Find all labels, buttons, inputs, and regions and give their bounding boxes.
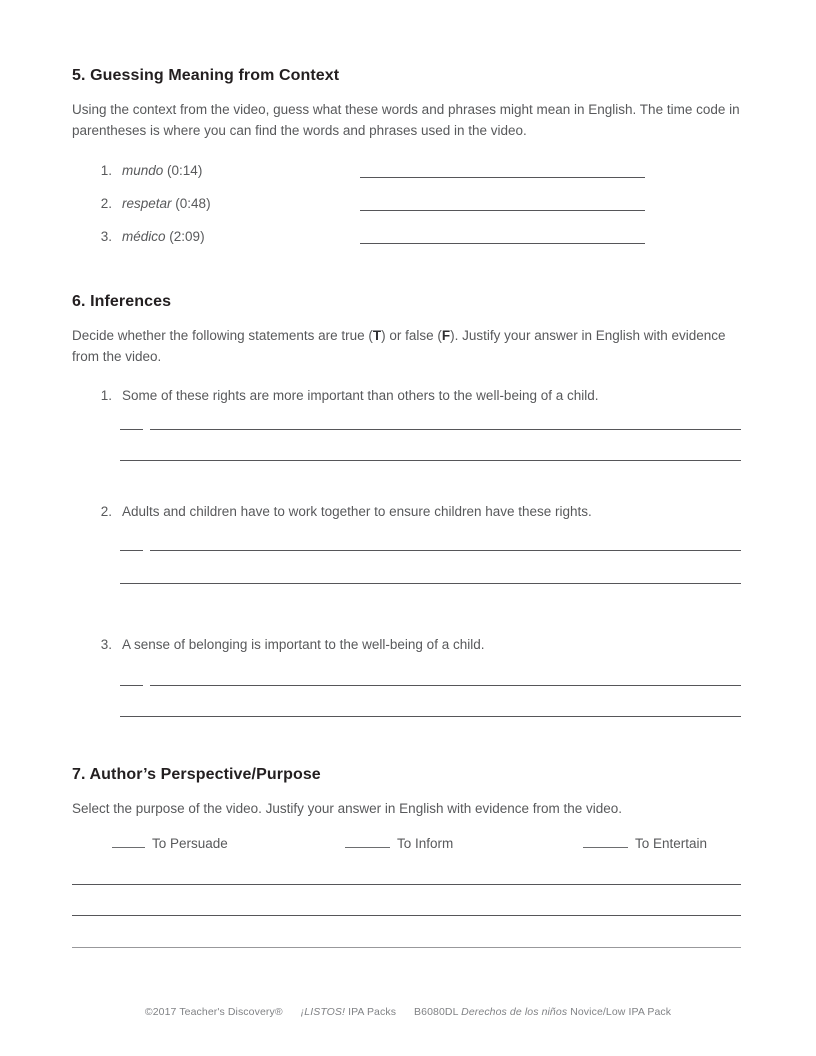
section-7-intro: Select the purpose of the video. Justify your answer in English with evidence from the video.	[72, 801, 623, 816]
word-text: médico	[122, 229, 166, 244]
time-code: (0:14)	[167, 163, 203, 178]
item-number: 2.	[100, 504, 112, 519]
option-blank	[583, 835, 628, 848]
true-letter: T	[372, 328, 382, 343]
vocab-word	[122, 196, 211, 212]
option-blank	[345, 835, 390, 848]
justification-line	[120, 447, 741, 461]
brand-name: ¡LISTOS!	[300, 1006, 346, 1018]
vocab-item	[72, 163, 741, 196]
tf-blank	[120, 672, 143, 686]
brand-suffix: IPA Packs	[345, 1006, 397, 1018]
option-label: To Persuade	[152, 836, 228, 851]
vocab-list	[72, 163, 741, 262]
justification-line	[72, 902, 741, 916]
item-number: 1.	[100, 388, 112, 403]
inference-item	[72, 385, 741, 406]
word-text: respetar	[122, 196, 172, 211]
product-code: B6080DL	[414, 1006, 462, 1018]
answer-line	[360, 229, 645, 244]
answer-row	[120, 416, 741, 430]
item-number: 3.	[100, 229, 112, 244]
vocab-word	[122, 163, 202, 179]
level-text: Novice/Low IPA Pack	[567, 1006, 672, 1018]
justification-line	[72, 871, 741, 885]
section-5-intro: Using the context from the video, guess what these words and phrases might mean in English. The time code in parentheses is where you can find the words and phrases used in the video.	[72, 102, 740, 138]
false-letter: F	[441, 328, 451, 343]
item-number: 2.	[100, 196, 112, 211]
intro-text: Decide whether the following statements are true (	[72, 328, 373, 343]
justification-line	[150, 672, 741, 686]
statement-text: Adults and children have to work together to ensure children have these rights.	[122, 504, 592, 519]
option-persuade	[112, 835, 228, 853]
justification-line	[72, 934, 741, 948]
statement-text: A sense of belonging is important to the well-being of a child.	[122, 637, 485, 652]
justification-line	[150, 416, 741, 430]
page-footer	[0, 1006, 816, 1018]
option-label: To Inform	[397, 836, 454, 851]
answer-line	[360, 163, 645, 178]
section-6-intro	[72, 325, 741, 367]
time-code: (0:48)	[175, 196, 211, 211]
option-blank	[112, 835, 145, 848]
vocab-word	[122, 229, 205, 245]
option-inform	[345, 835, 453, 853]
answer-line	[360, 196, 645, 211]
inference-item	[72, 634, 741, 655]
vocab-item	[72, 229, 741, 262]
section-6-title: 6. Inferences	[72, 293, 172, 310]
statement-text: Some of these rights are more important than others to the well-being of a child.	[122, 388, 599, 403]
option-label: To Entertain	[635, 836, 708, 851]
item-number: 1.	[100, 163, 112, 178]
justification-line	[120, 570, 741, 584]
vocab-item	[72, 196, 741, 229]
justification-line	[120, 703, 741, 717]
inference-item	[72, 501, 741, 522]
purpose-options	[72, 835, 741, 853]
option-entertain	[583, 835, 707, 853]
tf-blank	[120, 416, 143, 430]
video-title: Derechos de los niños	[461, 1006, 568, 1018]
answer-row	[120, 537, 741, 551]
item-number: 3.	[100, 637, 112, 652]
justification-line	[150, 537, 741, 551]
word-text: mundo	[122, 163, 164, 178]
intro-text: ) or false (	[381, 328, 442, 343]
tf-blank	[120, 537, 143, 551]
section-5-title: 5. Guessing Meaning from Context	[72, 67, 340, 84]
time-code: (2:09)	[169, 229, 205, 244]
section-7-title: 7. Author’s Perspective/Purpose	[72, 766, 321, 783]
copyright-text: ©2017 Teacher's Discovery®	[144, 1006, 283, 1018]
answer-row	[120, 672, 741, 686]
intro-text: ). Justify your answer in English with evidence from the video.	[72, 328, 726, 364]
